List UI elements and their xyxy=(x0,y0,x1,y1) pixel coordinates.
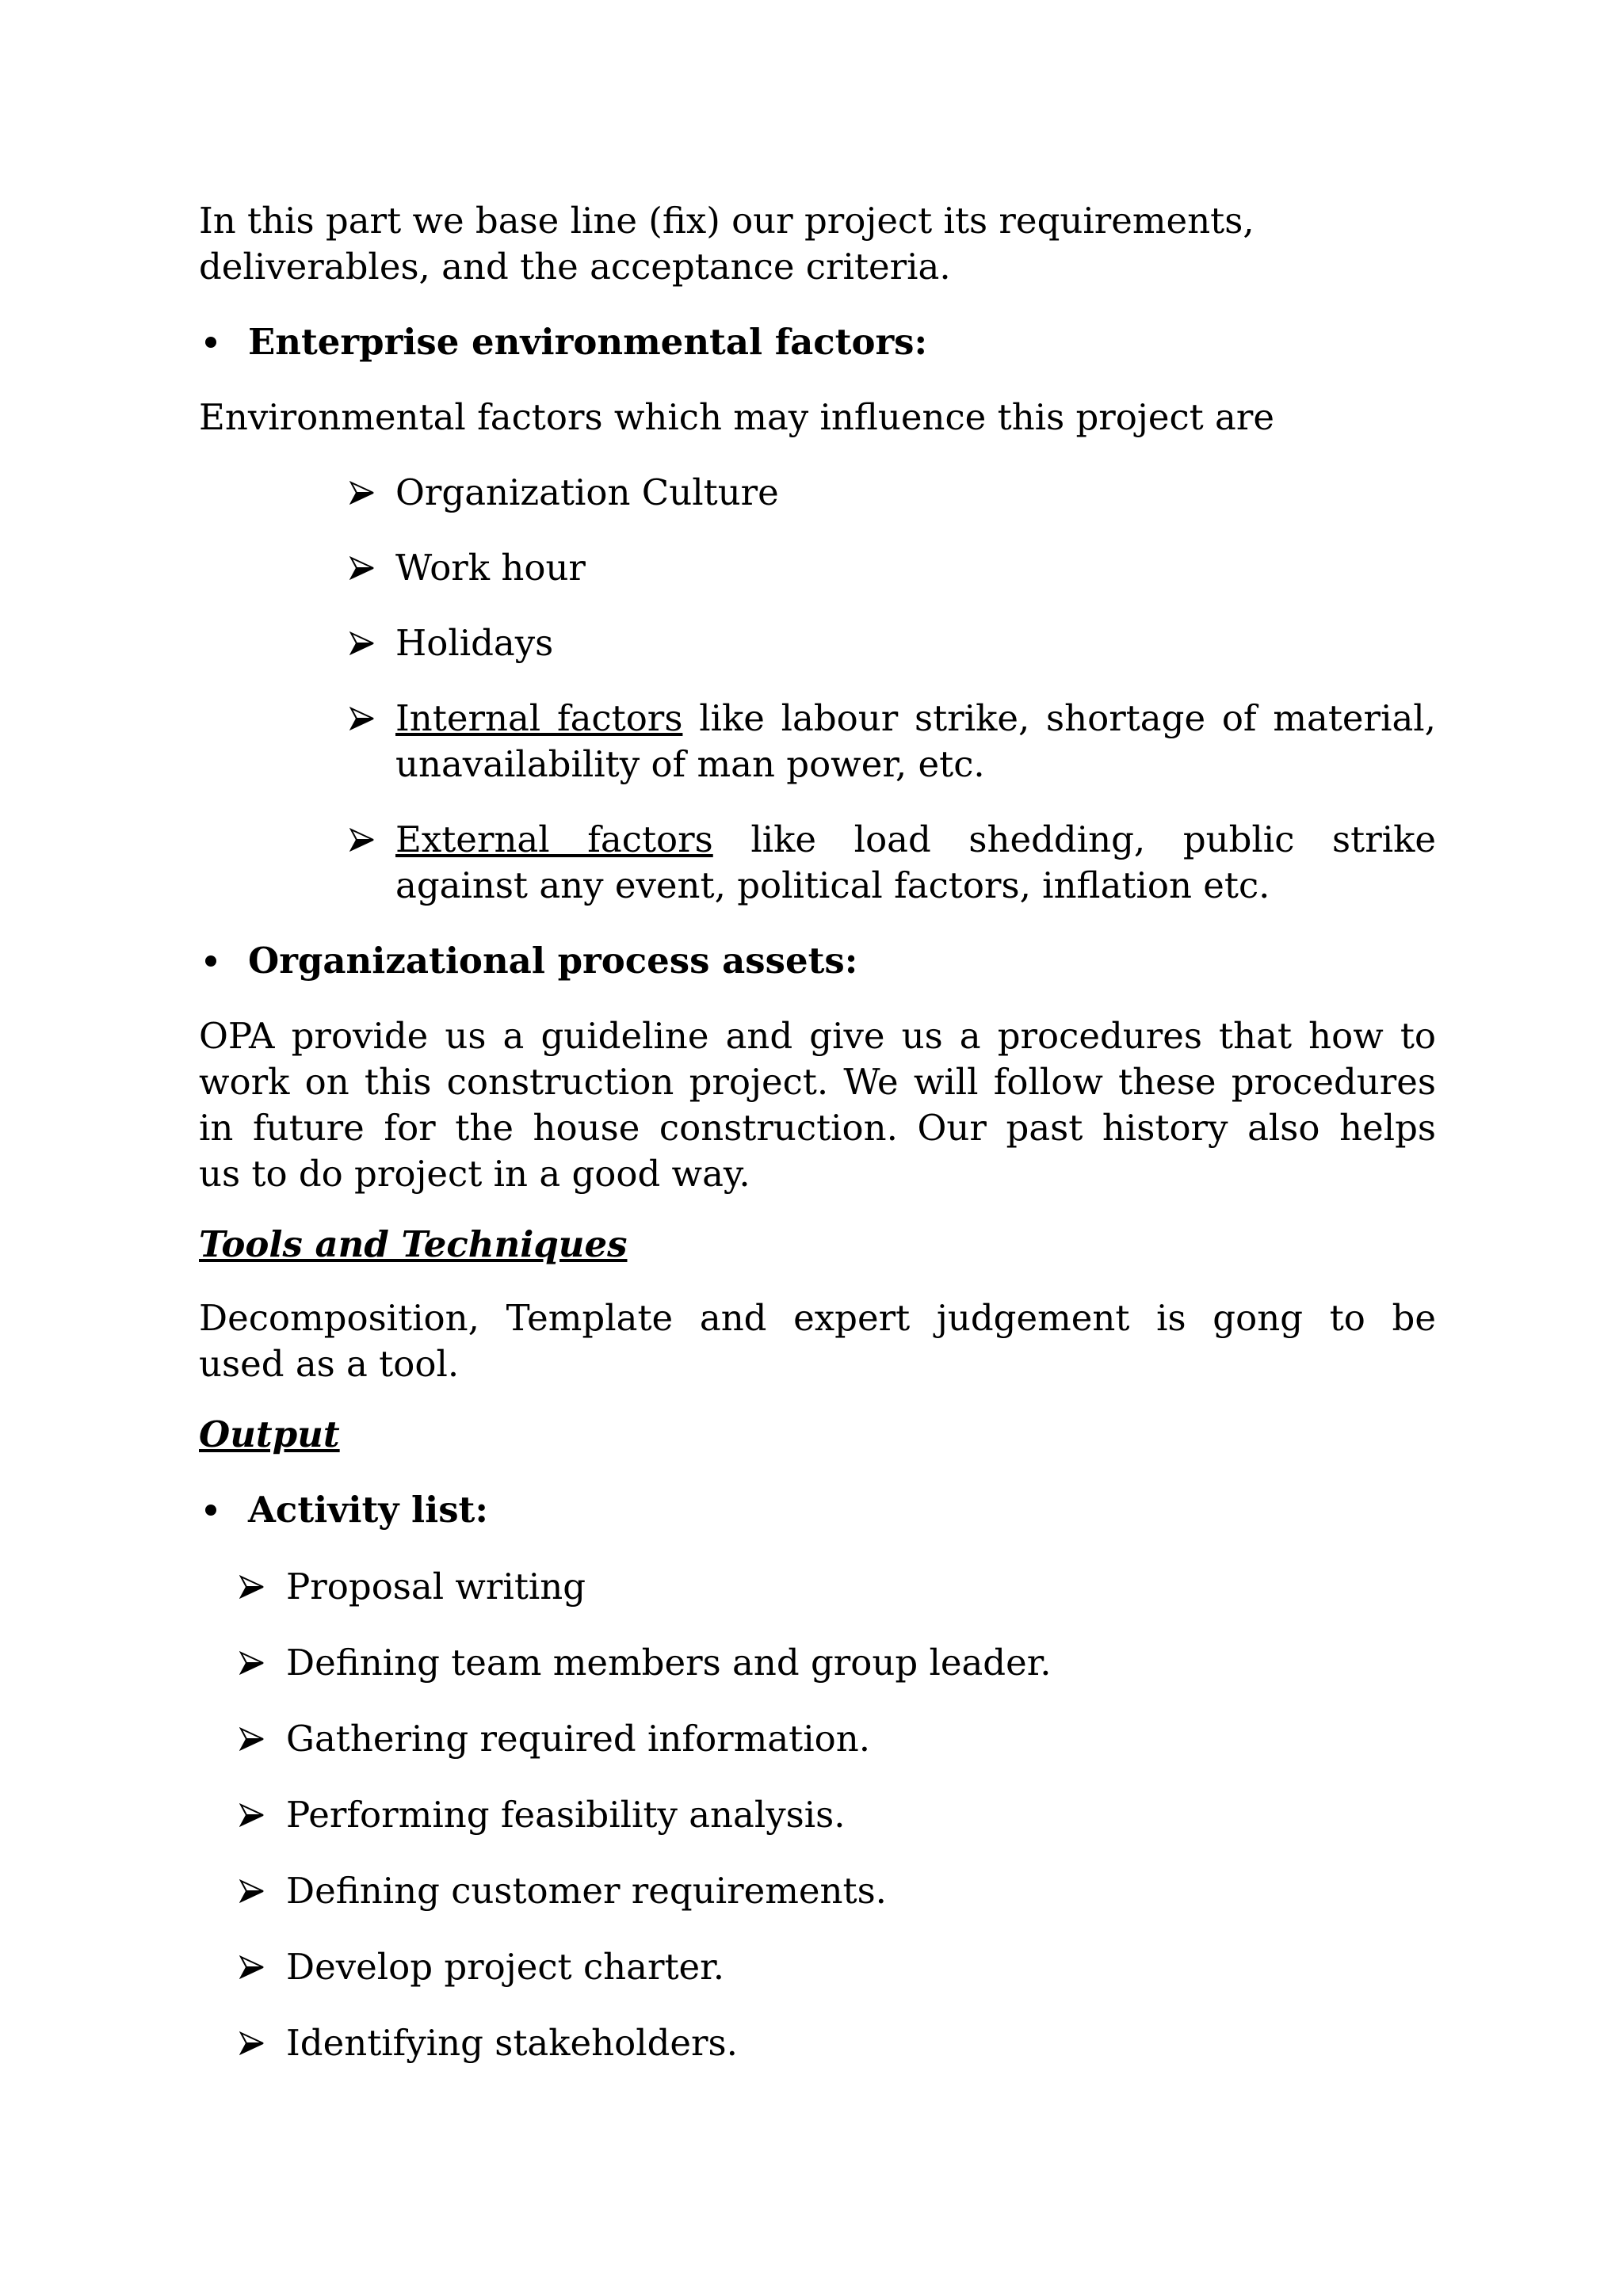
activity-item xyxy=(199,1868,1436,1914)
arrowhead-icon xyxy=(239,1955,265,1979)
activity-item-label: Identifying stakeholders. xyxy=(286,2022,738,2064)
arrowhead-icon xyxy=(239,1651,265,1675)
activity-item-label: Performing feasibility analysis. xyxy=(286,1794,846,1836)
activity-item-label: Gathering required information. xyxy=(286,1718,871,1760)
enterprise-intro-paragraph xyxy=(199,395,1436,441)
arrowhead-icon xyxy=(349,828,375,852)
activity-item xyxy=(199,1792,1436,1838)
opa-paragraph xyxy=(199,1013,1436,1197)
opa-line: us to do project in a good way. xyxy=(199,1153,750,1195)
activity-heading-item xyxy=(199,1487,1436,1533)
bullet-icon xyxy=(205,955,216,967)
bullet-icon xyxy=(205,1505,216,1516)
external-factors-text: like load shedding, public strike xyxy=(750,818,1436,860)
activity-heading: Activity list: xyxy=(248,1489,488,1531)
opa-line: in future for the house construction. Our past history also helps xyxy=(199,1107,1436,1149)
factor-item-label: Work hour xyxy=(395,547,586,589)
output-heading-block xyxy=(199,1412,1436,1458)
activity-item xyxy=(199,1716,1436,1762)
tools-line: used as a tool. xyxy=(199,1343,460,1385)
intro-paragraph xyxy=(199,198,1436,290)
factor-item-external xyxy=(199,817,1436,909)
tools-heading: Tools and Techniques xyxy=(199,1223,628,1265)
factor-item xyxy=(199,620,1436,666)
intro-line: deliverables, and the acceptance criteria. xyxy=(199,246,951,288)
factor-item xyxy=(199,545,1436,591)
activity-item-label: Defining team members and group leader. xyxy=(286,1642,1052,1684)
arrowhead-icon xyxy=(239,1575,265,1599)
internal-factors-text: like labour strike, shortage of material, xyxy=(699,697,1436,739)
activity-item xyxy=(199,1564,1436,1610)
arrowhead-icon xyxy=(239,1727,265,1751)
arrowhead-icon xyxy=(349,556,375,580)
internal-factors-text: unavailability of man power, etc. xyxy=(395,743,985,785)
factor-item-internal xyxy=(199,696,1436,788)
activity-item xyxy=(199,2020,1436,2066)
arrowhead-icon xyxy=(349,481,375,505)
activity-item-label: Develop project charter. xyxy=(286,1946,725,1988)
activity-item xyxy=(199,1944,1436,1990)
arrowhead-icon xyxy=(239,1879,265,1903)
external-factors-text: against any event, political factors, inflation etc. xyxy=(395,864,1270,906)
activity-item xyxy=(199,1640,1436,1686)
tools-paragraph xyxy=(199,1295,1436,1387)
tools-line: Decomposition, Template and expert judgement is gong to be xyxy=(199,1297,1436,1339)
tools-heading-block xyxy=(199,1222,1436,1268)
opa-line: OPA provide us a guideline and give us a procedures that how to xyxy=(199,1015,1436,1057)
enterprise-heading-item xyxy=(199,319,1436,365)
arrowhead-icon xyxy=(239,1803,265,1827)
factor-item-label: Organization Culture xyxy=(395,471,779,513)
arrowhead-icon xyxy=(239,2031,265,2055)
internal-factors-term: Internal factors xyxy=(395,697,683,739)
enterprise-intro-text: Environmental factors which may influence this project are xyxy=(199,396,1275,438)
arrowhead-icon xyxy=(349,631,375,655)
intro-line: In this part we base line (fix) our project its requirements, xyxy=(199,200,1254,242)
arrowhead-icon xyxy=(349,707,375,730)
opa-heading-item xyxy=(199,938,1436,984)
bullet-icon xyxy=(205,337,216,348)
factor-item xyxy=(199,470,1436,516)
factor-line xyxy=(395,817,1436,863)
opa-line: work on this construction project. We will follow these procedures xyxy=(199,1061,1436,1103)
activity-item-label: Proposal writing xyxy=(286,1566,586,1608)
opa-heading: Organizational process assets: xyxy=(248,940,858,982)
external-factors-term: External factors xyxy=(395,818,713,860)
document-body xyxy=(199,198,1436,2066)
activity-item-label: Defining customer requirements. xyxy=(286,1870,887,1912)
enterprise-heading: Enterprise environmental factors: xyxy=(248,321,928,363)
output-heading: Output xyxy=(199,1413,340,1455)
factor-line xyxy=(395,696,1436,742)
factor-item-label: Holidays xyxy=(395,622,554,664)
